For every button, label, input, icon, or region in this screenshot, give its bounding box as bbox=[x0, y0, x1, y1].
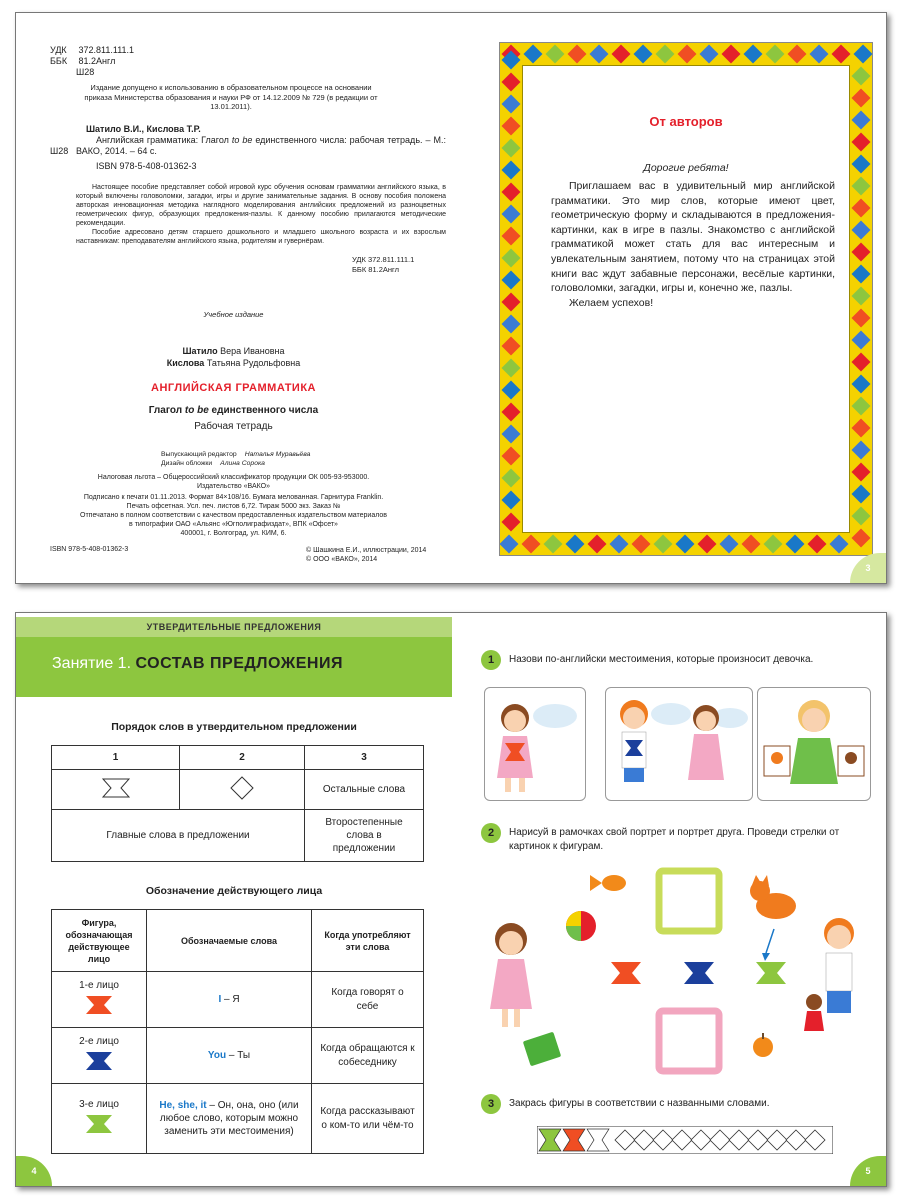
exercises-page bbox=[451, 613, 886, 1186]
subtitle-tobe: to be bbox=[184, 405, 209, 416]
word-i: I bbox=[218, 994, 222, 1005]
navy-shape[interactable] bbox=[684, 962, 714, 984]
boy-girl-illustration bbox=[606, 688, 752, 800]
bib-part1: Английская грамматика: Глагол bbox=[96, 135, 232, 145]
print-line-3: Отпечатано в полном соответствии с качеством предоставленных издательством материалов bbox=[80, 512, 387, 519]
diamond-outline-icon bbox=[230, 776, 254, 800]
task-3-text: Закрась фигуры в соответствии с названными словами. bbox=[509, 1098, 770, 1109]
tax-line: Налоговая льгота – Общероссийский классификатор продукции ОК 005-93-953000. bbox=[97, 474, 370, 481]
table-row bbox=[52, 972, 424, 1028]
print-line-4: в типографии ОАО «Альянс «Югполиграфиздат», ВПК «Офсет» bbox=[129, 521, 338, 528]
frame-diamond bbox=[502, 513, 521, 532]
approval-note: Издание допущено к использованию в образовательном процессе на основании приказа Министерства образования и науки РФ от 14.12.2009 № 729 (в редакции от 13.01.2011). bbox=[84, 83, 378, 111]
girl-figure bbox=[490, 923, 532, 1027]
bbk-right-value: ББК 81.2Англ bbox=[352, 264, 399, 274]
frame-diamond bbox=[502, 205, 521, 224]
word-order-heading: Порядок слов в утвердительном предложении bbox=[111, 721, 357, 733]
decorative-frame bbox=[499, 42, 873, 556]
frame-diamond bbox=[500, 535, 519, 554]
meaning-1: – Я bbox=[221, 994, 240, 1005]
udk-codes bbox=[50, 45, 134, 78]
frame-diamond bbox=[502, 95, 521, 114]
frame-diamond bbox=[852, 331, 871, 350]
lesson-title bbox=[52, 655, 343, 673]
girl-illustration bbox=[485, 688, 585, 800]
frame-diamond bbox=[502, 381, 521, 400]
task-1-number: 1 bbox=[481, 650, 501, 670]
shape-hourglass-cell bbox=[52, 770, 180, 810]
task-3 bbox=[481, 1097, 876, 1114]
word-order-table bbox=[51, 745, 424, 862]
person-cell-3 bbox=[52, 1084, 147, 1154]
frame-diamond bbox=[502, 117, 521, 136]
preface-panel bbox=[522, 65, 850, 533]
name2-first: Татьяна Рудольфовна bbox=[206, 358, 301, 368]
editor-name: Наталья Муравьёва bbox=[244, 451, 311, 458]
boy-figure bbox=[824, 918, 854, 1013]
task-2-number: 2 bbox=[481, 823, 501, 843]
frame-diamond bbox=[852, 507, 871, 526]
page-number-5: 5 bbox=[850, 1156, 886, 1186]
frame-diamond bbox=[502, 161, 521, 180]
bbk-label: ББК bbox=[50, 56, 68, 66]
words-cell-3 bbox=[147, 1084, 312, 1154]
section-header bbox=[16, 617, 452, 697]
goldfish-icon bbox=[590, 875, 626, 891]
frame-diamond bbox=[852, 287, 871, 306]
frame-diamond bbox=[698, 535, 717, 554]
frame-diamond bbox=[852, 353, 871, 372]
frame-diamond bbox=[766, 45, 785, 64]
print-line-2: Печать офсетная. Усл. печ. листов 6,72. Тираж 5000 экз. Заказ № bbox=[126, 503, 341, 510]
other-words-cell: Остальные слова bbox=[305, 770, 424, 810]
copyright-1: © Шашкина Е.И., иллюстрации, 2014 bbox=[306, 547, 427, 554]
navy-hourglass-icon bbox=[84, 1050, 114, 1072]
name2-last: Кислова bbox=[166, 358, 205, 368]
frame-diamond bbox=[502, 337, 521, 356]
frame-diamond bbox=[546, 45, 565, 64]
frame-diamond bbox=[632, 535, 651, 554]
udk-value: 372.811.111.1 bbox=[78, 45, 135, 55]
picture-girl-speaking bbox=[484, 687, 586, 801]
frame-diamond bbox=[808, 535, 827, 554]
cover-name: Алина Сорока bbox=[220, 460, 265, 467]
frame-diamond bbox=[678, 45, 697, 64]
annotation-1: Настоящее пособие представляет собой игровой курс обучения основам грамматики английского языка, в который включены головоломки, загадки, игры и другие занимательные задания. В основу пособия положена авторская инновационная методика наглядного моделирования английских предложений из разноцветных геометрических фигур, образующих предложения-пазлы. К данному пособию прилагаются методические рекомендации. bbox=[76, 184, 446, 227]
print-line-5: 400001, г. Волгоград, ул. КИМ, 6. bbox=[180, 530, 287, 537]
apple-icon bbox=[753, 1033, 773, 1057]
frame-diamond bbox=[852, 67, 871, 86]
green-shape[interactable] bbox=[756, 962, 786, 984]
secondary-words-cell: Второстепенные слова в предложении bbox=[305, 810, 424, 862]
picture-boy-and-girl bbox=[605, 687, 753, 801]
udk-right-value: УДК 372.811.111.1 bbox=[352, 255, 415, 264]
frame-diamond bbox=[502, 293, 521, 312]
frame-diamond bbox=[852, 441, 871, 460]
copyright bbox=[306, 546, 426, 564]
frame-diamond bbox=[830, 535, 849, 554]
isbn: ISBN 978-5-408-01362-3 bbox=[96, 161, 197, 171]
frame-diamond bbox=[502, 425, 521, 444]
doll-icon bbox=[804, 994, 824, 1031]
portrait-frame-top[interactable] bbox=[659, 871, 719, 931]
udk-label: УДК bbox=[50, 45, 67, 55]
col-3: 3 bbox=[305, 746, 424, 770]
frame-diamond bbox=[854, 45, 873, 64]
frame-diamond bbox=[852, 199, 871, 218]
frame-diamond bbox=[566, 535, 585, 554]
frame-diamond bbox=[722, 45, 741, 64]
author-code: Ш28 bbox=[76, 67, 95, 77]
frame-diamond bbox=[852, 221, 871, 240]
col-2: 2 bbox=[180, 746, 305, 770]
frame-diamond bbox=[502, 315, 521, 334]
person-label-2: 2-е лицо bbox=[79, 1036, 119, 1047]
table-row bbox=[52, 1084, 424, 1154]
frame-diamond bbox=[544, 535, 563, 554]
frame-diamond bbox=[502, 227, 521, 246]
frame-diamond bbox=[634, 45, 653, 64]
frame-diamond bbox=[852, 155, 871, 174]
tax-note bbox=[16, 473, 451, 491]
frame-diamond bbox=[502, 183, 521, 202]
author-names bbox=[16, 345, 451, 369]
word-you: You bbox=[207, 1050, 227, 1061]
frame-diamond bbox=[524, 45, 543, 64]
lesson-page bbox=[16, 613, 451, 1186]
frame-diamond bbox=[852, 375, 871, 394]
task-1-text: Назови по-английски местоимения, которые произносит девочка. bbox=[509, 654, 814, 665]
ball-icon bbox=[566, 911, 596, 941]
shape-chain[interactable] bbox=[537, 1126, 833, 1154]
task-2-text: Нарисуй в рамочках свой портрет и портрет друга. Проведи стрелки от картинок к фигурам. bbox=[509, 827, 840, 852]
frame-diamond bbox=[700, 45, 719, 64]
table-row bbox=[52, 1028, 424, 1084]
lesson-name: СОСТАВ ПРЕДЛОЖЕНИЯ bbox=[135, 655, 343, 672]
preface-heading: От авторов bbox=[649, 114, 723, 129]
section-title: УТВЕРДИТЕЛЬНЫЕ ПРЕДЛОЖЕНИЯ bbox=[16, 617, 452, 637]
person-table bbox=[51, 909, 424, 1154]
portrait-frame-bottom[interactable] bbox=[659, 1011, 719, 1071]
udk-right bbox=[352, 255, 414, 274]
frame-diamond bbox=[852, 485, 871, 504]
task-1 bbox=[481, 653, 876, 670]
word-he-she-it: He, she, it bbox=[159, 1100, 207, 1111]
picture-girl-with-drawings bbox=[757, 687, 871, 801]
preface-paragraph-1: Приглашаем вас в удивительный мир английской грамматики. Это мир слов, которые имеют цвет, геометрическую форму и складываются в предложения-картинки, как в игре в пазлы. Знакомство с английской грамматикой может стать для вас интересным и увлекательным занятием, потому что на страницах этой книги вас ждут забавные персонажи, весёлые картинки, головоломки, загадки, игры и, конечно же, пазлы. bbox=[551, 180, 835, 295]
frame-diamond bbox=[852, 529, 871, 548]
annotation bbox=[76, 183, 446, 246]
frame-diamond bbox=[832, 45, 851, 64]
frame-diamond bbox=[852, 419, 871, 438]
person-label-1: 1-е лицо bbox=[79, 980, 119, 991]
isbn-bottom: ISBN 978-5-408-01362-3 bbox=[50, 546, 129, 553]
frame-diamond bbox=[502, 469, 521, 488]
cover-label: Дизайн обложки bbox=[161, 460, 213, 467]
frame-diamond bbox=[502, 139, 521, 158]
imprint-page bbox=[16, 13, 451, 583]
preface-text bbox=[551, 179, 835, 310]
frame-diamond bbox=[502, 491, 521, 510]
frame-diamond bbox=[852, 463, 871, 482]
words-cell-2 bbox=[147, 1028, 312, 1084]
person-heading: Обозначение действующего лица bbox=[145, 885, 323, 897]
when-2: Когда обращаются к собеседнику bbox=[312, 1028, 424, 1084]
frame-diamond bbox=[590, 45, 609, 64]
book-title: АНГЛИЙСКАЯ ГРАММАТИКА bbox=[151, 382, 316, 394]
author-code-side: Ш28 bbox=[50, 146, 69, 156]
print-info bbox=[16, 493, 451, 538]
head-words: Обозначаемые слова bbox=[147, 910, 312, 972]
frame-diamond bbox=[502, 359, 521, 378]
girl-drawings-illustration bbox=[758, 688, 870, 800]
name1-last: Шатило bbox=[182, 346, 218, 356]
col-1: 1 bbox=[52, 746, 180, 770]
task-2 bbox=[481, 826, 876, 854]
frame-diamond bbox=[852, 397, 871, 416]
orange-hourglass-icon bbox=[84, 994, 114, 1016]
cat-icon bbox=[750, 875, 796, 919]
frame-diamond bbox=[502, 403, 521, 422]
when-1: Когда говорят о себе bbox=[312, 972, 424, 1028]
frame-diamond bbox=[588, 535, 607, 554]
meaning-2: – Ты bbox=[226, 1050, 251, 1061]
arrow-head-icon bbox=[762, 953, 770, 961]
print-line-1: Подписано к печати 01.11.2013. Формат 84×108/16. Бумага мелованная. Гарнитура Franklin. bbox=[83, 494, 384, 501]
orange-shape[interactable] bbox=[611, 962, 641, 984]
annotation-2: Пособие адресовано детям старшего дошкольного и младшего школьного возраста и их взрослым наставникам: преподавателям английского языка, родителям и гувернёрам. bbox=[76, 229, 446, 245]
shape-diamond-cell bbox=[180, 770, 305, 810]
frame-diamond bbox=[852, 243, 871, 262]
frame-diamond bbox=[612, 45, 631, 64]
frame-diamond bbox=[852, 177, 871, 196]
green-hourglass-icon bbox=[84, 1113, 114, 1135]
page-number-3: 3 bbox=[850, 553, 886, 583]
frame-diamond bbox=[764, 535, 783, 554]
frame-diamond bbox=[610, 535, 629, 554]
frame-diamond bbox=[852, 89, 871, 108]
publisher-line: Издательство «ВАКО» bbox=[197, 483, 270, 490]
frame-diamond bbox=[810, 45, 829, 64]
task-2-scene bbox=[476, 861, 876, 1083]
head-when: Когда употребляют эти слова bbox=[312, 910, 424, 972]
person-label-3: 3-е лицо bbox=[79, 1099, 119, 1110]
bib-part2: единственного числа: рабочая тетрадь. – М.: ВАКО, 2014. – 64 с. bbox=[76, 135, 446, 156]
frame-diamond bbox=[742, 535, 761, 554]
frame-diamond bbox=[502, 447, 521, 466]
frame-diamond bbox=[568, 45, 587, 64]
workbook-label: Рабочая тетрадь bbox=[194, 421, 273, 432]
main-words-cell: Главные слова в предложении bbox=[52, 810, 305, 862]
head-figure: Фигура, обозначающая действующее лицо bbox=[52, 910, 147, 972]
frame-diamond bbox=[522, 535, 541, 554]
frame-diamond bbox=[786, 535, 805, 554]
authors-bold: Шатило В.И., Кислова Т.Р. bbox=[86, 124, 201, 134]
bbk-value: 81.2Англ bbox=[78, 56, 116, 66]
meaning-3: – Он, она, оно (или любое слово, которым можно заменить эти местоимения) bbox=[159, 1100, 299, 1137]
spread-pages-4-5 bbox=[15, 612, 887, 1187]
spread-pages-2-3 bbox=[15, 12, 887, 584]
task-3-number: 3 bbox=[481, 1094, 501, 1114]
bibliographic-record bbox=[76, 124, 446, 172]
frame-diamond bbox=[744, 45, 763, 64]
frame-diamond bbox=[720, 535, 739, 554]
person-cell-1 bbox=[52, 972, 147, 1028]
frame-diamond bbox=[852, 133, 871, 152]
arrow-line bbox=[766, 929, 774, 953]
preface-greeting: Дорогие ребята! bbox=[643, 162, 729, 174]
frame-diamond bbox=[852, 111, 871, 130]
frame-diamond bbox=[502, 271, 521, 290]
page-number-4: 4 bbox=[16, 1156, 52, 1186]
person-cell-2 bbox=[52, 1028, 147, 1084]
frame-diamond bbox=[676, 535, 695, 554]
frame-diamond bbox=[502, 73, 521, 92]
when-3: Когда рассказывают о ком-то или чём-то bbox=[312, 1084, 424, 1154]
edu-edition: Учебное издание bbox=[203, 310, 264, 319]
frame-diamond bbox=[654, 535, 673, 554]
frame-diamond bbox=[656, 45, 675, 64]
words-cell-1 bbox=[147, 972, 312, 1028]
preface-paragraph-2: Желаем успехов! bbox=[569, 296, 654, 309]
editor-label: Выпускающий редактор bbox=[161, 451, 237, 458]
frame-diamond bbox=[852, 309, 871, 328]
frame-diamond bbox=[502, 249, 521, 268]
subtitle-a: Глагол bbox=[148, 405, 185, 416]
staff-credits bbox=[161, 450, 310, 468]
preface-page bbox=[451, 13, 886, 583]
lesson-prefix: Занятие 1. bbox=[52, 655, 132, 672]
name1-first: Вера Ивановна bbox=[220, 346, 285, 356]
frame-diamond bbox=[788, 45, 807, 64]
hourglass-outline-icon bbox=[101, 777, 131, 799]
subtitle-b: единственного числа bbox=[208, 405, 319, 416]
frame-diamond bbox=[852, 265, 871, 284]
bib-tobe: to be bbox=[231, 135, 253, 145]
copyright-2: © ООО «ВАКО», 2014 bbox=[306, 556, 378, 563]
book-icon bbox=[523, 1032, 561, 1067]
book-subtitle bbox=[16, 405, 451, 416]
